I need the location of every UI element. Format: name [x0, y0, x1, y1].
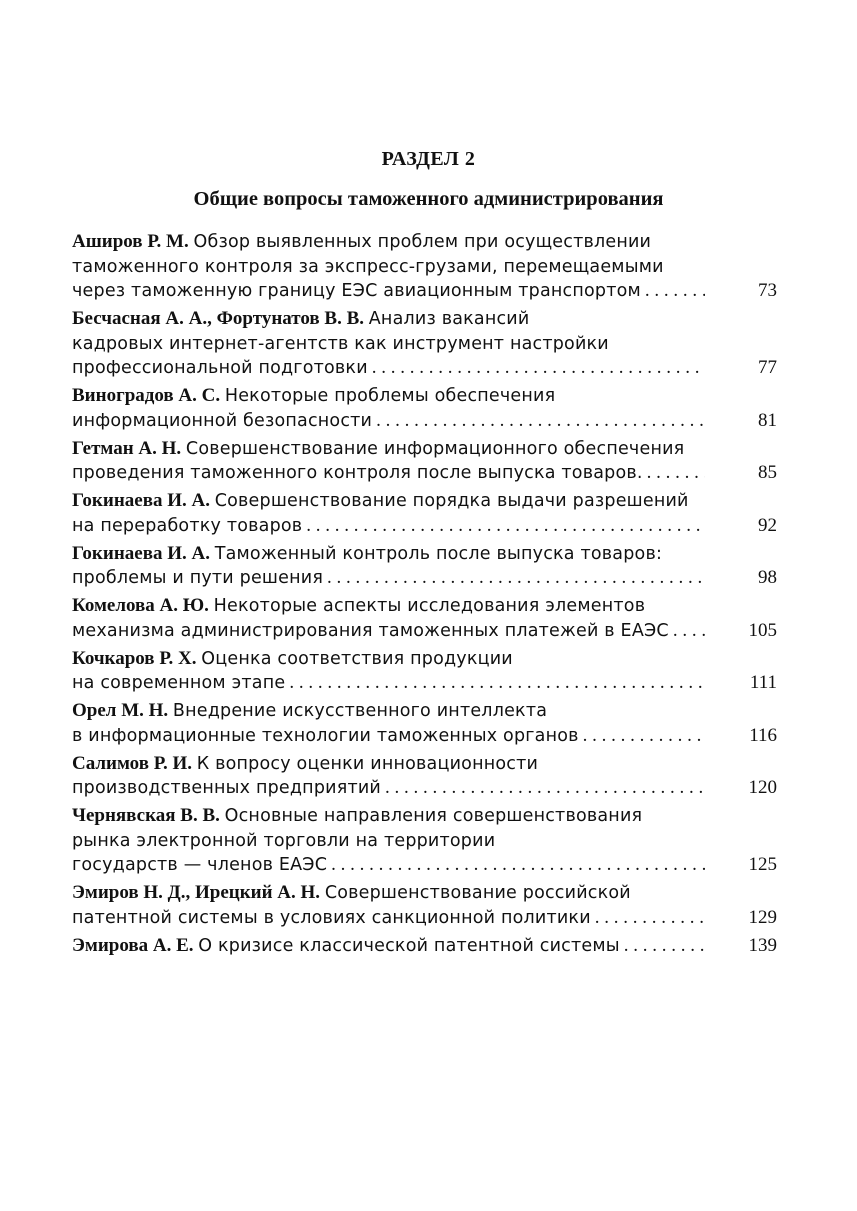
toc-entry-title: Совершенствование российской: [324, 883, 631, 903]
toc-entry[interactable]: [72, 881, 777, 930]
toc-entry[interactable]: [72, 699, 777, 748]
section-label: РАЗДЕЛ 2: [381, 148, 476, 170]
toc-entry[interactable]: [72, 307, 777, 381]
toc-entry-title: проблемы и пути решения: [72, 568, 324, 588]
toc-entry-title: таможенного контроля за экспресс-грузами, перемещаемыми: [72, 256, 664, 277]
toc-entry-page-number: 73: [758, 280, 777, 301]
toc-entry-author: Гокинаева И. А.: [72, 490, 210, 511]
toc-entry-author: Бесчасная А. А., Фортунатов В. В.: [72, 308, 364, 329]
dot-leader: [289, 671, 705, 695]
dot-leader: [624, 934, 705, 958]
toc-entry-last-line: [72, 566, 777, 591]
toc-entry[interactable]: [72, 934, 777, 959]
toc-entry[interactable]: [72, 437, 777, 486]
toc-entry-last-line: [72, 356, 777, 381]
toc-entry-page-number: 77: [758, 357, 777, 378]
toc-entry[interactable]: [72, 752, 777, 801]
toc-entry-title: Таможенный контроль после выпуска товаров:: [214, 543, 663, 564]
toc-entry-title: информационной безопасности: [72, 410, 373, 431]
dot-leader: [385, 776, 705, 800]
toc-entry[interactable]: [72, 804, 777, 878]
table-of-contents: [72, 230, 777, 962]
toc-entry-title: Анализ вакансий: [368, 309, 530, 329]
toc-entry-first-line: [72, 230, 777, 255]
toc-entry-first-line: [72, 804, 777, 829]
toc-entry-title: Совершенствование порядка выдачи разрешений: [214, 491, 689, 511]
toc-entry-title-continuation: [72, 255, 777, 280]
toc-entry[interactable]: [72, 384, 777, 433]
toc-entry-last-line: [72, 724, 777, 749]
toc-entry-title: в информационные технологии таможенных органов: [72, 725, 579, 746]
toc-entry-page-number: 139: [748, 934, 777, 956]
toc-entry-last-line: [72, 514, 777, 539]
toc-entry-title: Некоторые аспекты исследования элементов: [213, 596, 646, 616]
toc-entry-first-line: [72, 384, 777, 409]
toc-entry-page-number: 129: [748, 906, 777, 928]
dot-leader: [376, 409, 705, 433]
toc-entry-title: О кризисе классической патентной системы: [198, 935, 620, 956]
dot-leader: [645, 279, 705, 303]
toc-entry-last-line: [72, 279, 777, 304]
toc-entry-author: Гокинаева И. А.: [72, 542, 210, 564]
toc-entry-first-line: [72, 699, 777, 724]
toc-entry-last-line: [72, 776, 777, 801]
toc-entry-first-line: [72, 307, 777, 332]
toc-entry-last-line: [72, 853, 777, 878]
toc-entry-last-line: [72, 671, 777, 696]
toc-entry-first-line: [72, 542, 777, 567]
toc-entry-title: производственных предприятий: [72, 778, 381, 798]
toc-entry-page-number: 120: [748, 777, 777, 798]
toc-entry-page-number: 92: [758, 514, 777, 536]
toc-entry-last-line: [72, 906, 777, 931]
section-title: Общие вопросы таможенного администрирования: [193, 188, 664, 210]
toc-entry[interactable]: [72, 489, 777, 538]
toc-entry-title: на переработку товаров: [72, 515, 303, 536]
toc-entry-page-number: 105: [748, 619, 777, 641]
toc-entry-page-number: 81: [758, 409, 777, 431]
toc-entry-last-line: [72, 409, 777, 434]
toc-entry-page-number: 125: [748, 854, 777, 875]
toc-entry-title: через таможенную границу ЕЭС авиационным транспортом: [72, 281, 641, 301]
toc-entry-author: Виноградов А. С.: [72, 385, 221, 406]
toc-entry-title: механизма администрирования таможенных платежей в ЕАЭС: [72, 620, 669, 641]
toc-entry-last-line: [72, 461, 777, 486]
toc-entry-last-line: [72, 619, 777, 644]
toc-entry-title: Совершенствование информационного обеспечения: [185, 438, 685, 459]
toc-entry-title-continuation: [72, 829, 777, 854]
toc-entry-author: Комелова А. Ю.: [72, 595, 209, 616]
toc-entry-author: Эмирова А. Е.: [72, 934, 194, 956]
dot-leader: [647, 461, 705, 485]
dot-leader: [583, 724, 705, 748]
toc-entry-page-number: 98: [758, 567, 777, 588]
toc-entry-first-line: [72, 647, 777, 672]
toc-entry-title: государств — членов ЕАЭС: [72, 855, 328, 875]
toc-entry-title: проведения таможенного контроля после выпуска товаров.: [72, 463, 643, 483]
dot-leader: [306, 514, 705, 538]
toc-entry-author: Орел М. Н.: [72, 700, 169, 721]
dot-leader: [372, 356, 705, 380]
toc-entry-author: Гетман А. Н.: [72, 437, 182, 459]
toc-entry-title: патентной системы в условиях санкционной политики: [72, 907, 591, 928]
toc-entry-author: Кочкаров Р. Х.: [72, 647, 197, 669]
toc-entry-title: К вопросу оценки инновационности: [196, 753, 539, 774]
dot-leader: [673, 619, 705, 643]
toc-entry-title: Некоторые проблемы обеспечения: [224, 386, 556, 406]
toc-entry-title: рынка электронной торговли на территории: [72, 830, 496, 851]
toc-entry-title: на современном этапе: [72, 673, 286, 693]
toc-entry[interactable]: [72, 647, 777, 696]
toc-entry-first-line: [72, 881, 777, 906]
toc-entry[interactable]: [72, 542, 777, 591]
toc-entry-first-line: [72, 934, 777, 959]
toc-entry-author: Чернявская В. В.: [72, 805, 220, 826]
toc-entry-title: кадровых интернет-агентств как инструмент настройки: [72, 333, 609, 354]
dot-leader: [331, 853, 705, 877]
toc-entry-author: Салимов Р. И.: [72, 752, 192, 774]
toc-entry-page-number: 116: [749, 724, 777, 746]
toc-entry-title: Основные направления совершенствования: [224, 806, 643, 826]
dot-leader: [327, 566, 705, 590]
toc-entry-title-continuation: [72, 332, 777, 357]
toc-entry-title: Внедрение искусственного интеллекта: [172, 701, 548, 721]
toc-entry-title: Обзор выявленных проблем при осуществлении: [193, 232, 652, 252]
toc-entry-page-number: 111: [749, 672, 777, 693]
toc-entry[interactable]: [72, 230, 777, 304]
toc-entry[interactable]: [72, 594, 777, 643]
toc-entry-first-line: [72, 594, 777, 619]
toc-entry-first-line: [72, 437, 777, 462]
toc-entry-page-number: 85: [758, 462, 777, 483]
dot-leader: [595, 906, 705, 930]
toc-entry-author: Аширов Р. М.: [72, 231, 189, 252]
toc-entry-first-line: [72, 752, 777, 777]
toc-entry-title: Оценка соответствия продукции: [201, 648, 513, 669]
toc-entry-first-line: [72, 489, 777, 514]
toc-entry-author: Эмиров Н. Д., Ирецкий А. Н.: [72, 882, 321, 903]
toc-entry-title: профессиональной подготовки: [72, 358, 368, 378]
